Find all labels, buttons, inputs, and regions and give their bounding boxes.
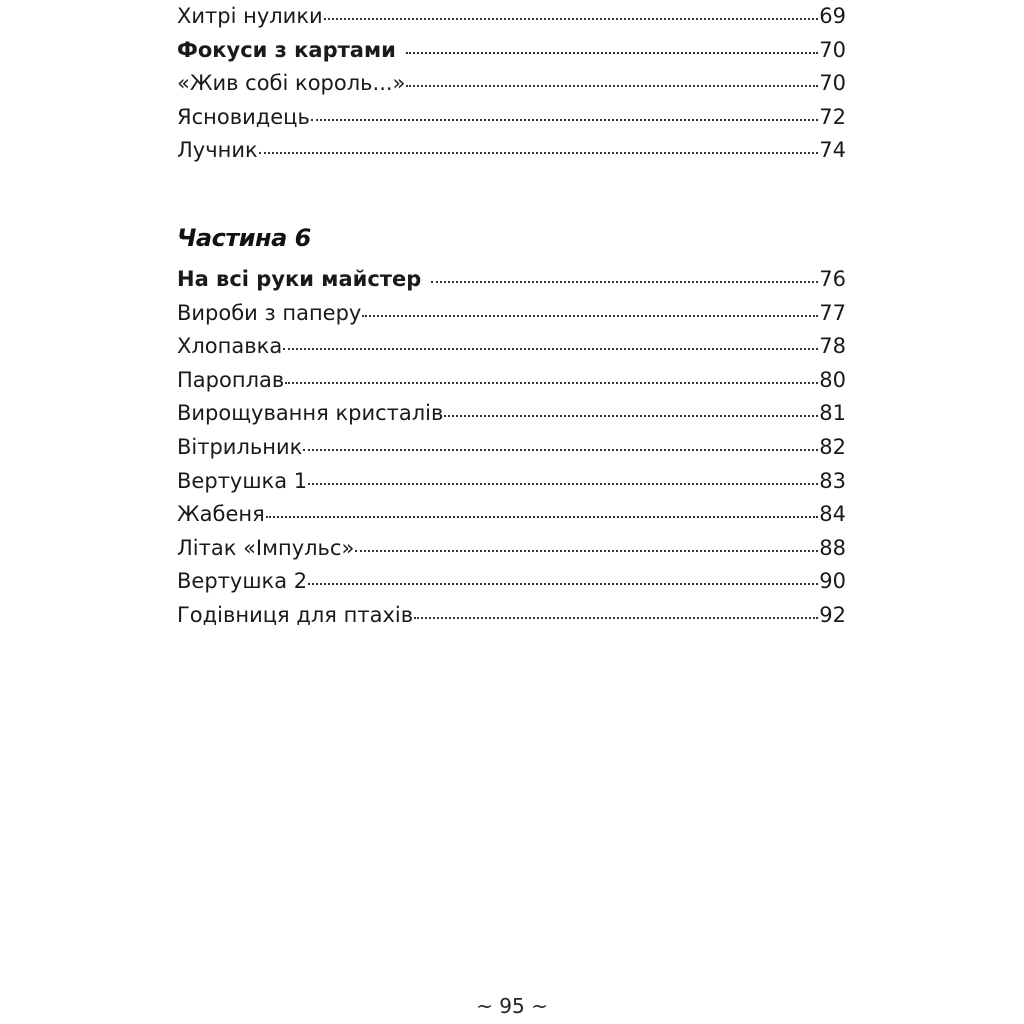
toc-entry-page: 81 <box>819 401 846 426</box>
toc-entry-page: 77 <box>819 300 846 325</box>
dot-leader <box>444 413 818 417</box>
toc-entry-page: 70 <box>819 71 846 96</box>
dot-leader <box>259 150 819 154</box>
dot-leader <box>324 16 819 20</box>
dot-leader <box>308 481 818 485</box>
toc-entry-title: Літак «Імпульс» <box>177 535 355 560</box>
toc-entry-title: Ясновидець <box>177 104 310 129</box>
toc-entry-title: Вертушка 1 <box>177 468 308 493</box>
toc-entry[interactable] <box>177 465 846 499</box>
toc-entry[interactable] <box>177 67 846 101</box>
toc-list-top <box>177 0 846 168</box>
toc-entry[interactable] <box>177 599 846 633</box>
toc-entry[interactable] <box>177 101 846 135</box>
toc-entry[interactable] <box>177 364 846 398</box>
toc-entry-title: Годівниця для птахів <box>177 602 414 627</box>
toc-section-entry[interactable] <box>177 34 846 68</box>
dot-leader <box>431 279 818 283</box>
dot-leader <box>285 380 818 384</box>
dot-leader <box>406 83 818 87</box>
toc-section-entry[interactable] <box>177 263 846 297</box>
toc-entry-page: 72 <box>819 104 846 129</box>
toc-entry[interactable] <box>177 134 846 168</box>
toc-entry-title: Хитрі нулики <box>177 4 323 28</box>
toc-entry-title: Хлопавка <box>177 334 283 359</box>
dot-leader <box>308 581 818 585</box>
toc-entry-page: 74 <box>819 138 846 163</box>
toc-entry-title: Пароплав <box>177 367 285 392</box>
toc-entry-page: 90 <box>819 569 846 594</box>
toc-entry[interactable] <box>177 565 846 599</box>
toc-entry-title: Вітрильник <box>177 434 303 459</box>
toc-entry-page: 69 <box>819 4 846 28</box>
dot-leader <box>414 615 818 619</box>
toc-list-bottom <box>177 263 846 633</box>
toc-entry[interactable] <box>177 532 846 566</box>
dot-leader <box>283 346 818 350</box>
toc-entry-page: 83 <box>819 468 846 493</box>
dot-leader <box>355 548 818 552</box>
toc-entry-page: 76 <box>819 267 846 291</box>
toc-entry-title: Лучник <box>177 138 258 163</box>
toc-entry-title: Фокуси з картами <box>177 37 396 62</box>
toc-entry-page: 78 <box>819 334 846 359</box>
toc-entry-page: 70 <box>819 37 846 62</box>
toc-entry-title: На всі руки майстер <box>177 267 422 291</box>
toc-entry-page: 92 <box>819 602 846 627</box>
toc-entry-title: «Жив собі король...» <box>177 71 406 96</box>
dot-leader <box>311 117 818 121</box>
dot-leader <box>406 50 818 54</box>
dot-leader <box>362 313 818 317</box>
toc-entry-title: Вирощування кристалів <box>177 401 444 426</box>
page-number: ~ 95 ~ <box>476 994 548 1018</box>
toc-entry[interactable] <box>177 0 846 34</box>
toc-entry-page: 88 <box>819 535 846 560</box>
toc-entry-page: 84 <box>819 502 846 527</box>
dot-leader <box>303 447 818 451</box>
toc-entry-page: 82 <box>819 434 846 459</box>
toc-entry[interactable] <box>177 397 846 431</box>
toc-entry[interactable] <box>177 330 846 364</box>
toc-entry-title: Жабеня <box>177 502 265 527</box>
toc-entry-title: Вертушка 2 <box>177 569 308 594</box>
toc-entry-title: Вироби з паперу <box>177 300 362 325</box>
toc-entry-page: 80 <box>819 367 846 392</box>
toc-entry[interactable] <box>177 297 846 331</box>
toc-entry[interactable] <box>177 498 846 532</box>
dot-leader <box>266 514 819 518</box>
part-heading: Частина 6 <box>177 224 311 252</box>
toc-entry[interactable] <box>177 431 846 465</box>
